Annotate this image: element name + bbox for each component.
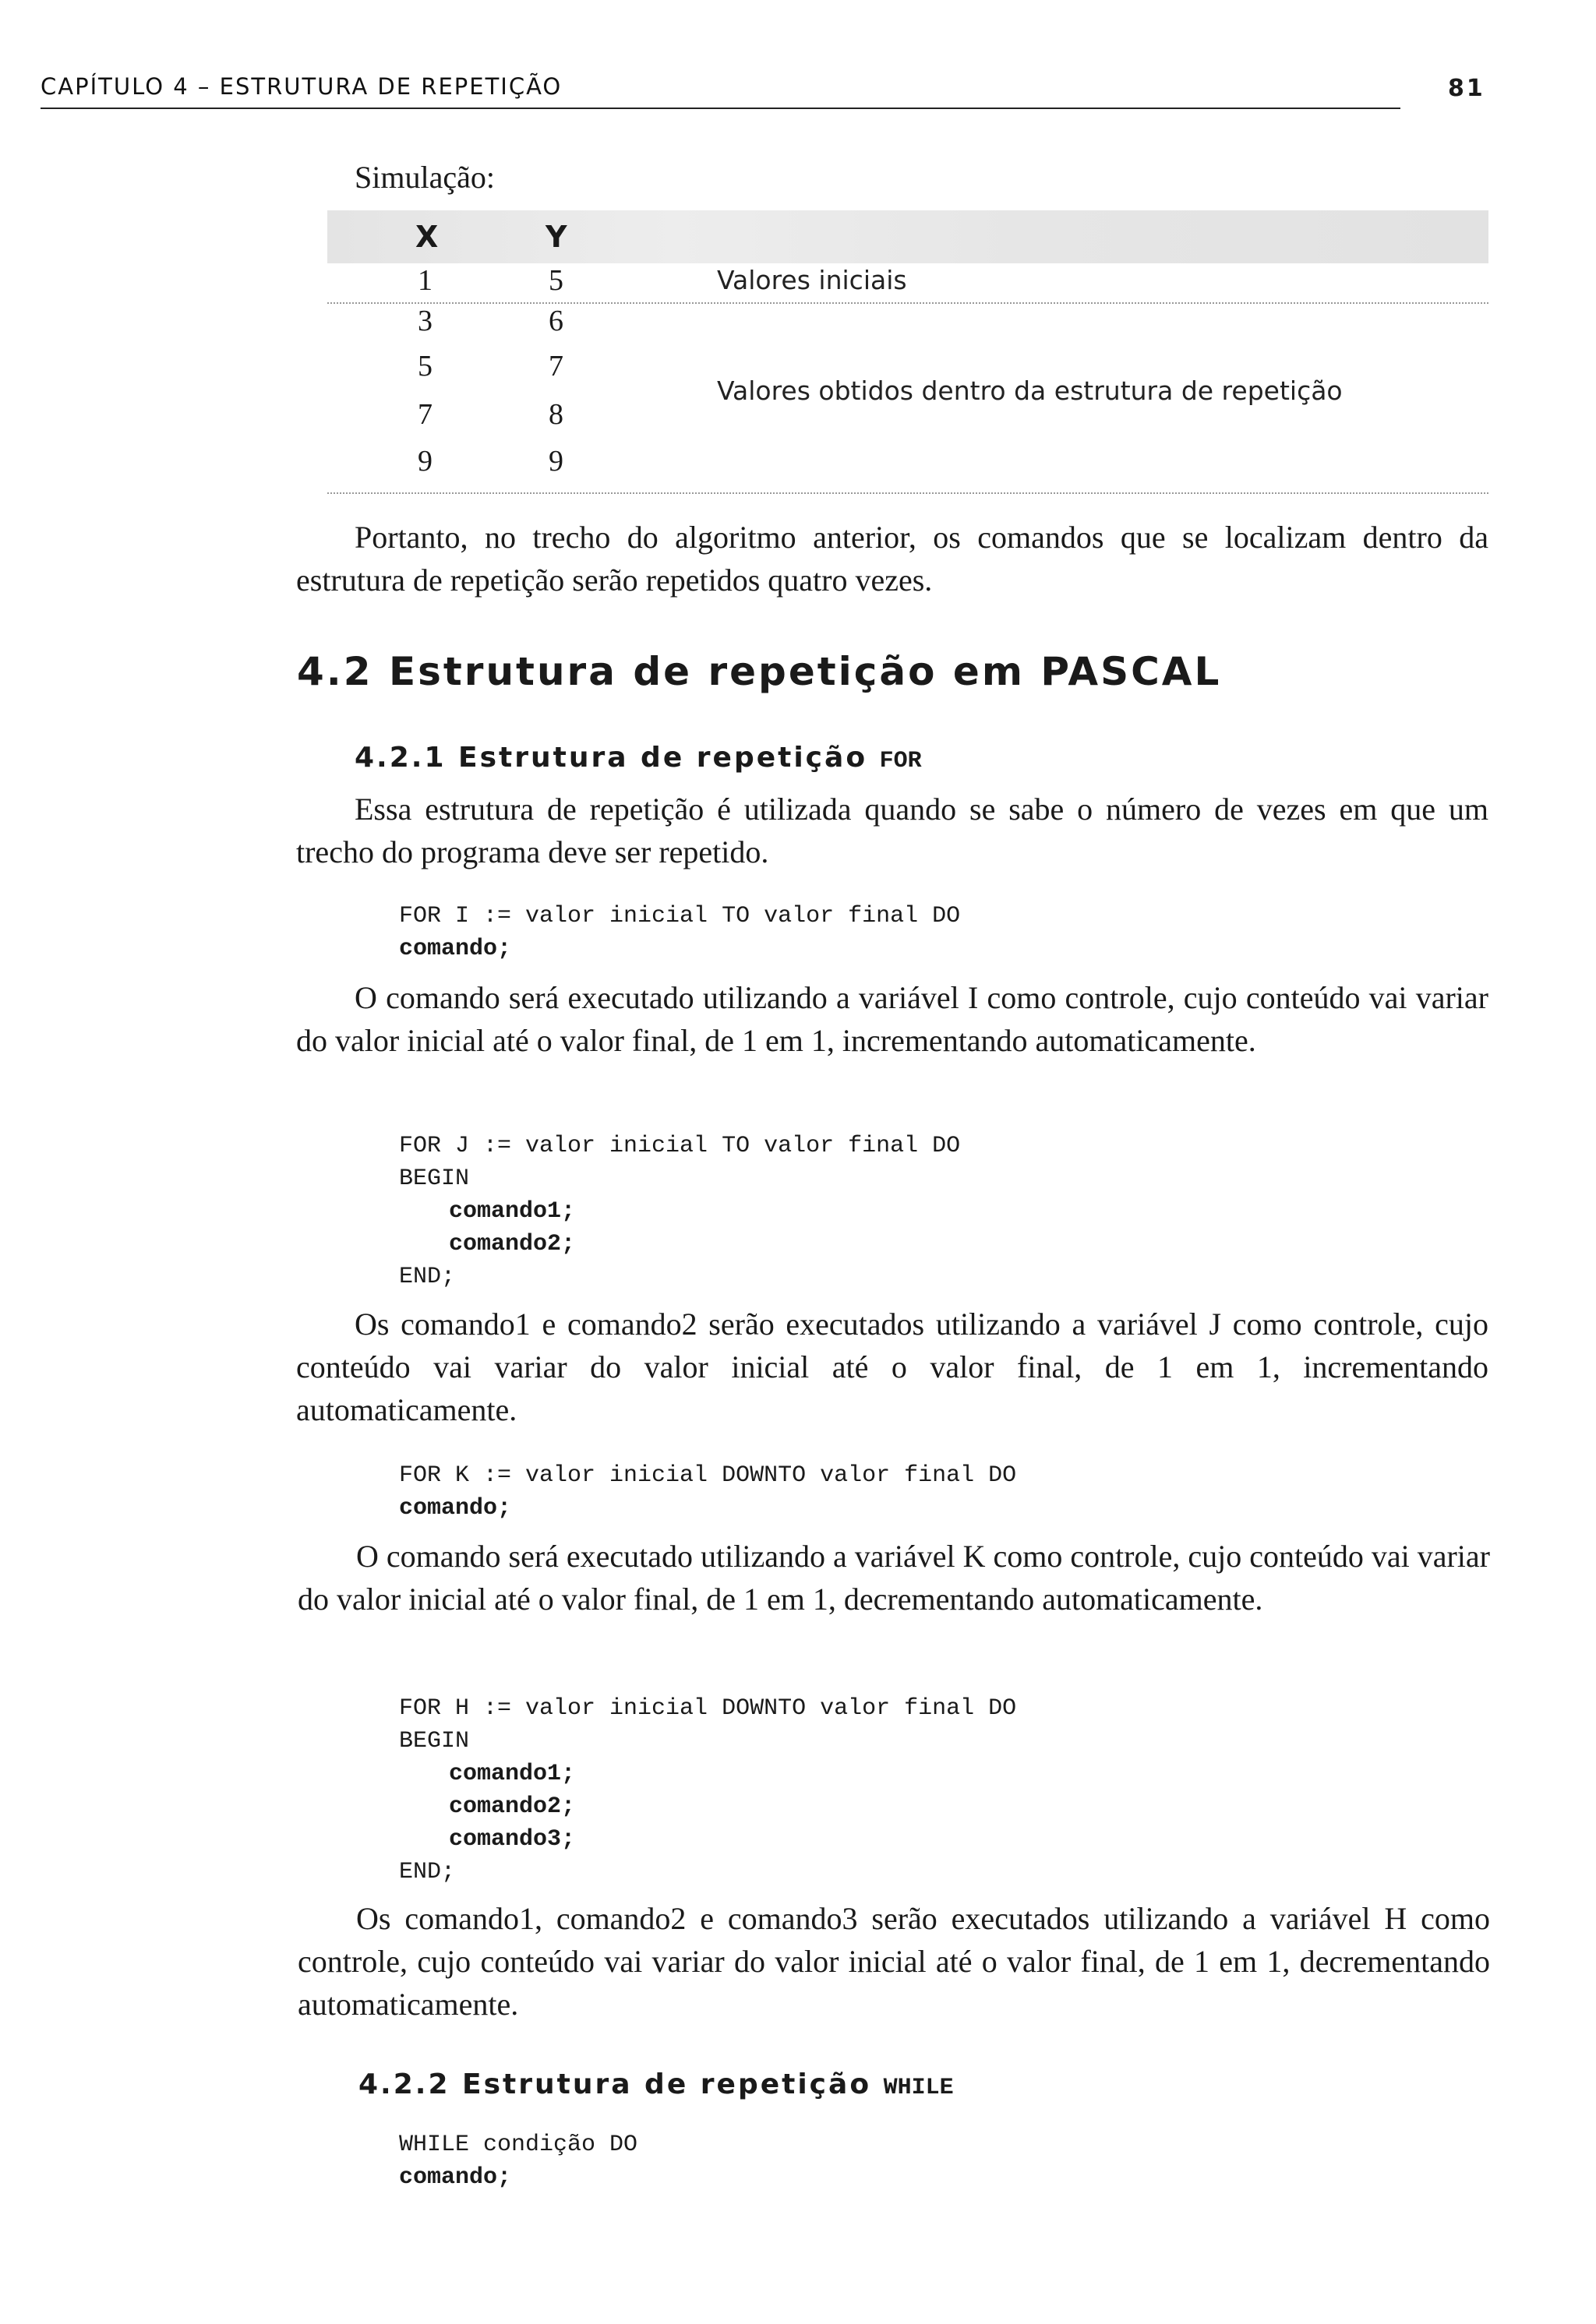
paragraph: Os comando1, comando2 e comando3 serão executados utilizando a variável H como controle, cujo conteúdo vai variar do valor inicial até o valor final, de 1 em 1, decrementando automaticamente. (298, 1901, 1490, 2022)
section-heading-4-2-1 (355, 742, 922, 774)
table-header (327, 210, 1488, 263)
header-rule (41, 108, 1400, 109)
code-line: FOR K := valor inicial DOWNTO valor final DO (399, 1462, 1017, 1489)
code-block-for-begin-end (399, 1130, 960, 1293)
page-number: 81 (1448, 75, 1485, 102)
cell-x: 7 (418, 398, 433, 431)
code-line: BEGIN (399, 1728, 470, 1754)
cell-y: 7 (549, 350, 563, 383)
section-heading-4-2-2 (358, 2068, 954, 2101)
row-divider (327, 302, 1488, 304)
section-heading-4-2: 4.2 Estrutura de repetição em PASCAL (297, 649, 1222, 694)
cell-x: 3 (418, 305, 433, 337)
simulation-table (327, 210, 1488, 503)
code-line: FOR J := valor inicial TO valor final DO (399, 1133, 961, 1159)
code-line: comando1; (449, 1761, 576, 1787)
cell-x: 5 (418, 350, 433, 383)
code-block-for-downto-begin-end (399, 1692, 1016, 1888)
running-header: CAPÍTULO 4 – ESTRUTURA DE REPETIÇÃO (41, 73, 563, 100)
code-block-for-downto (399, 1459, 1016, 1525)
code-line: comando1; (449, 1198, 576, 1225)
heading-text: 4.2.2 Estrutura de repetição (358, 2068, 872, 2100)
table-bottom-rule (327, 492, 1488, 494)
cell-y: 5 (549, 264, 563, 297)
heading-keyword: FOR (879, 748, 922, 774)
code-block-while (399, 2128, 637, 2194)
cell-y: 9 (549, 445, 563, 478)
cell-y: 8 (549, 398, 563, 431)
paragraph: Portanto, no trecho do algoritmo anterior, os comandos que se localizam dentro da estrutura de repetição serão repetidos quatro vezes. (296, 520, 1488, 598)
code-line: comando; (399, 2164, 512, 2191)
code-line: END; (399, 1264, 456, 1290)
note-initial-values: Valores iniciais (717, 265, 907, 295)
cell-y: 6 (549, 305, 563, 337)
code-line: comando2; (449, 1793, 576, 1820)
note-loop-values: Valores obtidos dentro da estrutura de repetição (717, 376, 1343, 406)
simulation-label: Simulação: (355, 160, 495, 195)
code-line: comando; (399, 936, 512, 962)
code-line: comando3; (449, 1826, 576, 1853)
paragraph: O comando será executado utilizando a variável K como controle, cujo conteúdo vai variar do valor inicial até o valor final, de 1 em 1, decrementando automaticamente. (298, 1539, 1490, 1617)
cell-x: 9 (418, 445, 433, 478)
code-line: END; (399, 1859, 456, 1885)
paragraph: Os comando1 e comando2 serão executados utilizando a variável J como controle, cujo conteúdo vai variar do valor inicial até o valor final, de 1 em 1, incrementando automaticamente. (296, 1307, 1488, 1427)
code-line: comando; (399, 1495, 512, 1522)
code-block-for-to (399, 900, 960, 965)
cell-x: 1 (418, 264, 433, 297)
heading-keyword: WHILE (883, 2075, 954, 2101)
heading-text: 4.2.1 Estrutura de repetição (355, 742, 868, 774)
code-line: WHILE condição DO (399, 2132, 638, 2158)
paragraph: Essa estrutura de repetição é utilizada quando se sabe o número de vezes em que um trecho do programa deve ser repetido. (296, 792, 1488, 869)
code-line: comando2; (449, 1231, 576, 1257)
code-line: BEGIN (399, 1166, 470, 1192)
code-line: FOR I := valor inicial TO valor final DO (399, 903, 961, 929)
paragraph: O comando será executado utilizando a variável I como controle, cujo conteúdo vai variar do valor inicial até o valor final, de 1 em 1, incrementando automaticamente. (296, 980, 1488, 1058)
code-line: FOR H := valor inicial DOWNTO valor final DO (399, 1695, 1017, 1722)
column-header-x: X (415, 220, 439, 254)
column-header-y: Y (546, 220, 567, 254)
